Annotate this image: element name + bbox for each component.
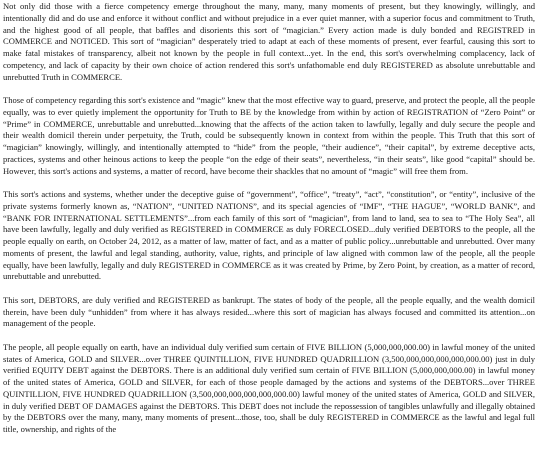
paragraph-4: This sort, DEBTORS, are duly verified and REGISTERED as bankrupt. The states of body of the people, all the people equally, and the wealth domicil therein, have been duly “unhidden” from where it has always resided...where this sort of magician has always focused and committed its attention...on management of the people. (3, 294, 535, 329)
paragraph-1: Not only did those with a fierce competency emerge throughout the many, many, many moments of present, but they knowingly, willingly, and intentionally did and do use and enforce it without conflict and without prejudice in a ever quiet manner, with a superior focus and commitment to Truth, and the highest good of all people, that baffles and disorients this sort of “magician.” Every action made is duly bonded and REGISTRED in COMMERCE and NOTICED. This sort of “magician” desperately tried to adapt at each of these moments of present, ever fearful, causing this sort to make fatal mistakes of transparency, albeit not known by the people in full context...yet. In the end, this sort's overwhelming complacency, lack of competency, and lack of capacity by their own choice of action rendered this sort's unfathomable end duly REGISTERED as absolute unrebuttable and unrebutted Truth in COMMERCE. (3, 1, 535, 82)
paragraph-5: The people, all people equally on earth, have an individual duly verified sum certain of FIVE BILLION (5,000,000,000.00) in lawful money of the united states of America, GOLD and SILVER...over THREE QUINTILLION, FIVE HUNDRED QUADRILLION (3,500,000,000,000,000,000.00) just in duly verified EQUITY DEBT against the DEBTORS. There is an additional duly verified sum certain of FIVE BILLION (5,000,000,000.00) in lawful money of the united states of America, GOLD and SILVER, for each of those people damaged by the actions and systems of the DEBTORS...over THREE QUINTILLION, FIVE HUNDRED QUADRILLION (3,500,000,000,000,000,000.00) lawful money of the united states of America, GOLD and SILVER, in duly verified DEBT OF DAMAGES against the DEBTORS. This DEBT does not include the repossession of tangibles unlawfully and illegally obtained by the DEBTORS over the many, many, many moments of present...those, too, shall be duly REGISTERED in COMMERCE as the lawful and legal full title, ownership, and rights of the (3, 341, 535, 434)
document-body (3, 1, 535, 448)
paragraph-2: Those of competency regarding this sort's existence and “magic” knew that the most effective way to guard, preserve, and protect the people, all the people equally, was to ever quietly implement the opportunity for Truth to BE by the knowledge from within by action of REGISTRATION of “Zero Point” or “Prime” in COMMERCE, unrebuttable and unrebutted...knowing that the affects of the action taken to lawfully, legally and duly secure the people and their wealth domicil therein under perpetuity, the Truth, could be subsequently known in context from within the people. This Truth that this sort of “magician” knowingly, willingly, and intentionally attempted to “hide” from the people, “their audience”, “their capital”, by extreme deceptive acts, practices, systems and other heinous actions to keep the people “on the edge of their seats”, nevertheless, “in their seats”, like good “capital” should be. However, this sort's actions and systems, a matter of record, have become their shackles that no amount of “magic” will free them from. (3, 95, 535, 176)
paragraph-3: This sort's actions and systems, whether under the deceptive guise of “government”, “office”, “treaty”, “act”, “constitution”, or “entity”, inclusive of the private systems formerly known as, “NATION”, “UNITED NATIONS”, and its special agencies of “IMF”, “THE HAGUE”, “WORLD BANK”, and “BANK FOR INTERNATIONAL SETTLEMENTS”...from each family of this sort of “magician”, from land to land, sea to sea to “The Holy Sea”, all have been lawfully, legally and duly verified as REGISTERED in COMMERCE as duly FORECLOSED...duly verified DEBTORS to the people, all the people equally on earth, on October 24, 2012, as a matter of law, matter of fact, and as a matter of public policy...unrebuttable and unrebutted. Over many moments of present, the lawful and legal standing, authority, value, rights, and principle of law aligned with common law of the people, all the people equally, have been lawfully, legally and duly REGISTERED in COMMERCE as it was created by Prime, by Zero Point, by creation, as a matter of record, unrebuttable and unrebutted. (3, 189, 535, 282)
